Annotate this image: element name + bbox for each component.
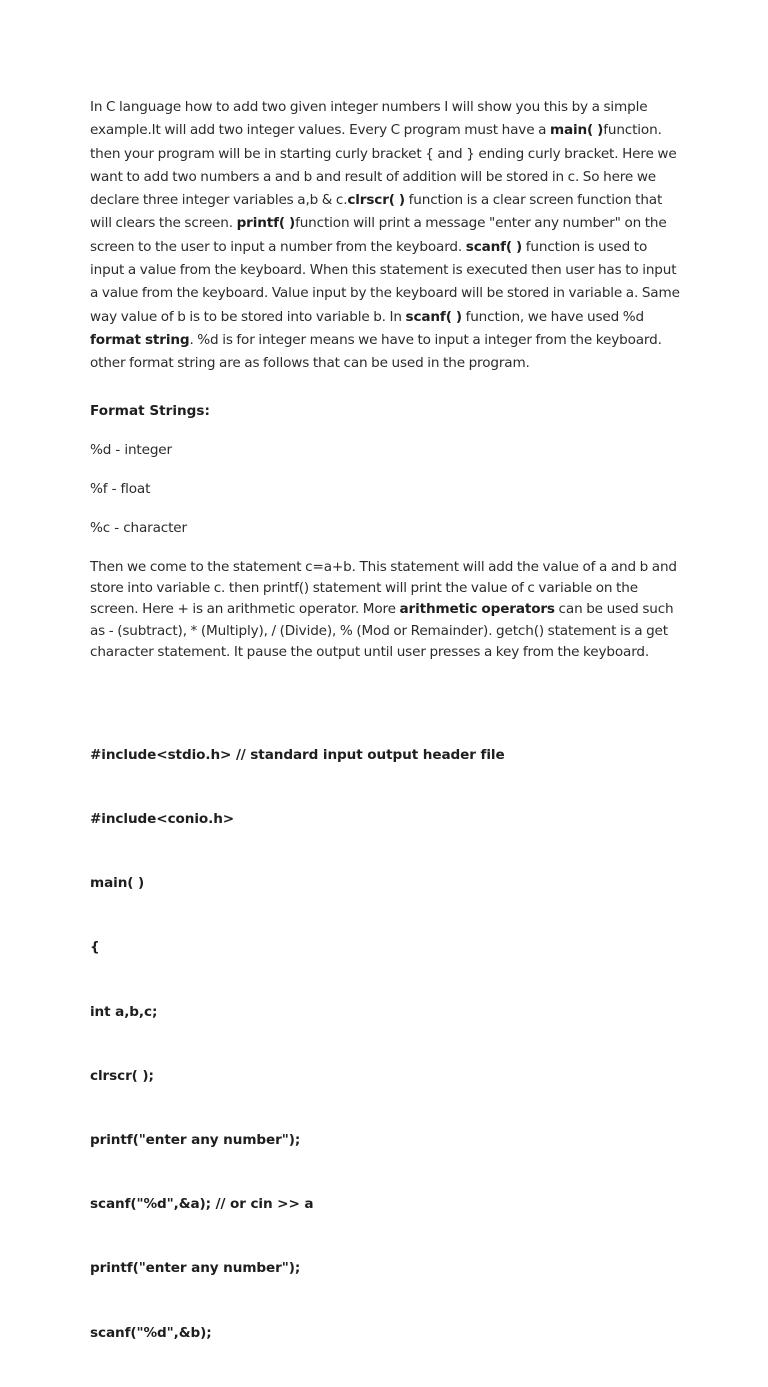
intro-text-3: function is a clear screen function that will clears the screen. xyxy=(90,192,663,232)
intro-format-string-keyword: format string xyxy=(90,331,190,348)
intro-main-keyword: main( ) xyxy=(549,122,604,139)
code-line: printf("enter any number"); xyxy=(90,1132,301,1149)
format-item-character: %c - character xyxy=(90,520,187,536)
code-line: #include<conio.h> xyxy=(90,811,235,828)
code-line: printf("enter any number"); xyxy=(90,1260,301,1277)
explanation-paragraph xyxy=(90,557,680,663)
intro-paragraph xyxy=(90,96,680,376)
intro-text-1: In C language how to add two given integer numbers I will show you this by a simple example.It will add two integer values. Every C program must have a xyxy=(90,99,648,139)
intro-text-6: function, we have used %d xyxy=(461,308,645,325)
format-item-float: %f - float xyxy=(90,481,151,497)
explain-text-1: Then we come to the statement c=a+b. This statement will add the value of a and b and store into variable c. then printf() statement will print the value of c variable on the screen. Here + is an arithmetic operator. More xyxy=(90,559,677,618)
code-block xyxy=(90,702,505,1387)
code-line: #include<stdio.h> // standard input output header file xyxy=(90,746,505,763)
intro-scanf-keyword-2: scanf( ) xyxy=(405,308,462,325)
intro-text-2: function. then your program will be in starting curly bracket { and } ending curly bracket. Here we want to add two numbers a and b and result of addition will be stored in c. So here we declare three integer variables a,b & c. xyxy=(90,122,677,209)
intro-text-5: function is used to input a value from the keyboard. When this statement is executed then user has to input a value from the keyboard. Value input by the keyboard will be stored in variable a. Same way value of b is to be stored into variable b. In xyxy=(90,238,680,325)
intro-scanf-keyword: scanf( ) xyxy=(465,238,523,255)
code-line: { xyxy=(90,939,100,956)
code-line: clrscr( ); xyxy=(90,1067,154,1084)
intro-text-7: . %d is for integer means we have to input a integer from the keyboard. other format string are as follows that can be used in the program. xyxy=(90,331,662,372)
format-item-integer: %d - integer xyxy=(90,442,172,458)
code-line: scanf("%d",&a); // or cin >> a xyxy=(90,1196,314,1213)
code-line: main( ) xyxy=(90,875,145,892)
intro-clrscr-keyword: clrscr( ) xyxy=(347,192,405,209)
code-line: int a,b,c; xyxy=(90,1003,158,1020)
code-line: scanf("%d",&b); xyxy=(90,1324,212,1341)
explain-arithmetic-keyword: arithmetic operators xyxy=(399,601,555,618)
intro-printf-keyword: printf( ) xyxy=(236,215,296,232)
intro-text-4: function will print a message "enter any number" on the screen to the user to input a number from the keyboard. xyxy=(90,215,667,255)
format-strings-heading: Format Strings: xyxy=(90,403,210,419)
explain-text-2: can be used such as - (subtract), * (Multiply), / (Divide), % (Mod or Remainder). getch() statement is a get character statement. It pause the output until user presses a key from the keyboard. xyxy=(90,601,674,660)
